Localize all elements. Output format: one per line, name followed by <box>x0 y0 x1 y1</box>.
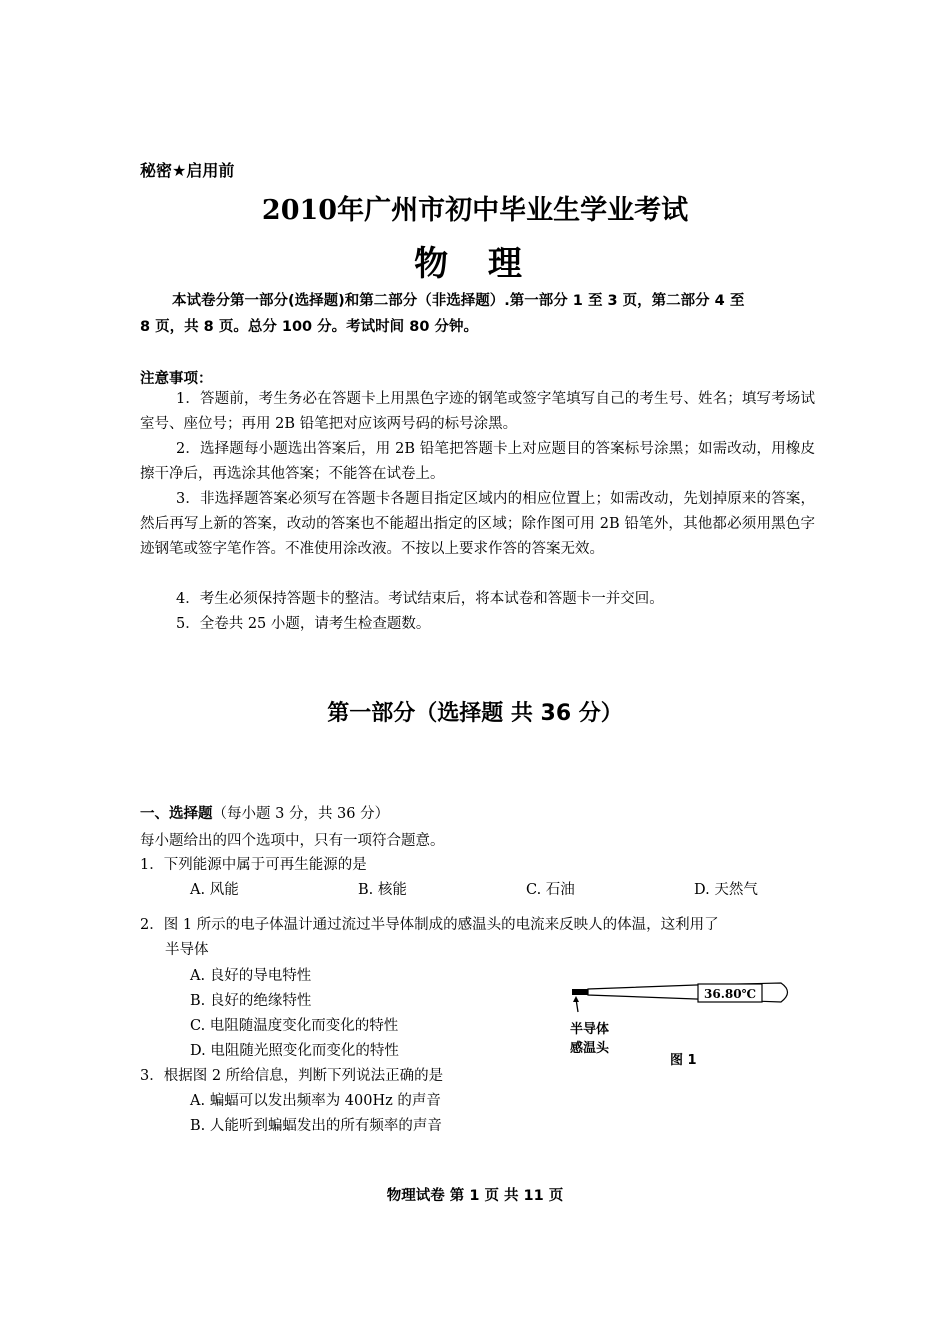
pointer-arrow-head <box>573 996 579 1002</box>
notice-item: 2．选择题每小题选出答案后，用 2B 铅笔把答题卡上对应题目的答案标号涂黑；如需改动，用橡皮擦干净后，再选涂其他答案；不能答在试卷上。 <box>140 441 815 482</box>
question-1-option-a: A. 风能 <box>190 882 239 898</box>
question-1-option-b: B. 核能 <box>358 882 407 898</box>
question-2-option-d: D. 电阻随光照变化而变化的特性 <box>190 1043 399 1059</box>
exam-title: 2010年广州市初中毕业生学业考试 <box>261 195 689 226</box>
section-heading-bold: 一、选择题 <box>140 806 213 822</box>
notice-item: 4．考生必须保持答题卡的整洁。考试结束后，将本试卷和答题卡一并交回。 <box>176 591 664 607</box>
section-heading-note: （每小题 3 分，共 36 分） <box>212 806 390 822</box>
intro-line-2: 8 页，共 8 页。总分 100 分。考试时间 80 分钟。 <box>140 319 478 335</box>
question-1-option-d: D. 天然气 <box>694 882 758 898</box>
page-footer: 物理试卷 第 1 页 共 11 页 <box>386 1188 564 1204</box>
subject-title: 物 理 <box>414 244 536 284</box>
question-2-option-c: C. 电阻随温度变化而变化的特性 <box>190 1018 399 1034</box>
section-description: 每小题给出的四个选项中，只有一项符合题意。 <box>140 833 445 849</box>
thermometer-reading: 36.80℃ <box>704 987 756 1001</box>
notice-item: 1．答题前，考生务必在答题卡上用黑色字迹的钢笔或签字笔填写自己的考生号、姓名；填写考场试室号、座位号；再用 2B 铅笔把对应该两号码的标号涂黑。 <box>140 391 815 432</box>
notice-item: 3．非选择题答案必须写在答题卡各题目指定区域内的相应位置上；如需改动，先划掉原来的答案，然后再写上新的答案，改动的答案也不能超出指定的区域；除作图可用 2B 铅笔外，其他都必须用黑色字迹钢笔或签字笔作答。不准使用涂改液。不按以上要求作答的答案无效。 <box>140 491 815 557</box>
thermometer-probe <box>572 989 588 995</box>
question-3-option-b: B. 人能听到蝙蝠发出的所有频率的声音 <box>190 1118 442 1134</box>
section-heading <box>140 802 389 823</box>
question-2-stem: 2．图 1 所示的电子体温计通过流过半导体制成的感温头的电流来反映人的体温，这利用了 <box>140 917 719 933</box>
intro-line-1: 本试卷分第一部分(选择题)和第二部分（非选择题）.第一部分 1 至 3 页，第二部分 4 至 <box>172 293 745 309</box>
question-3-stem: 3．根据图 2 所给信息，判断下列说法正确的是 <box>140 1068 444 1084</box>
question-1-stem: 1．下列能源中属于可再生能源的是 <box>140 857 367 873</box>
question-1-option-c: C. 石油 <box>526 882 575 898</box>
question-2-stem-cont: 半导体 <box>165 942 209 958</box>
figure-1-caption: 图 1 <box>670 1053 697 1068</box>
part-one-title: 第一部分（选择题 共 36 分） <box>327 701 623 726</box>
question-2-option-b: B. 良好的绝缘特性 <box>190 993 312 1009</box>
confidential-mark: 秘密★启用前 <box>140 161 235 180</box>
notice-heading: 注意事项： <box>140 371 213 387</box>
notice-item: 5．全卷共 25 小题，请考生检查题数。 <box>176 616 431 632</box>
probe-label-line-2: 感温头 <box>570 1041 610 1056</box>
thermometer-figure <box>566 975 796 1015</box>
question-3-option-a: A. 蝙蝠可以发出频率为 400Hz 的声音 <box>190 1093 441 1109</box>
question-2-option-a: A. 良好的导电特性 <box>190 968 312 984</box>
probe-label-line-1: 半导体 <box>570 1022 610 1037</box>
